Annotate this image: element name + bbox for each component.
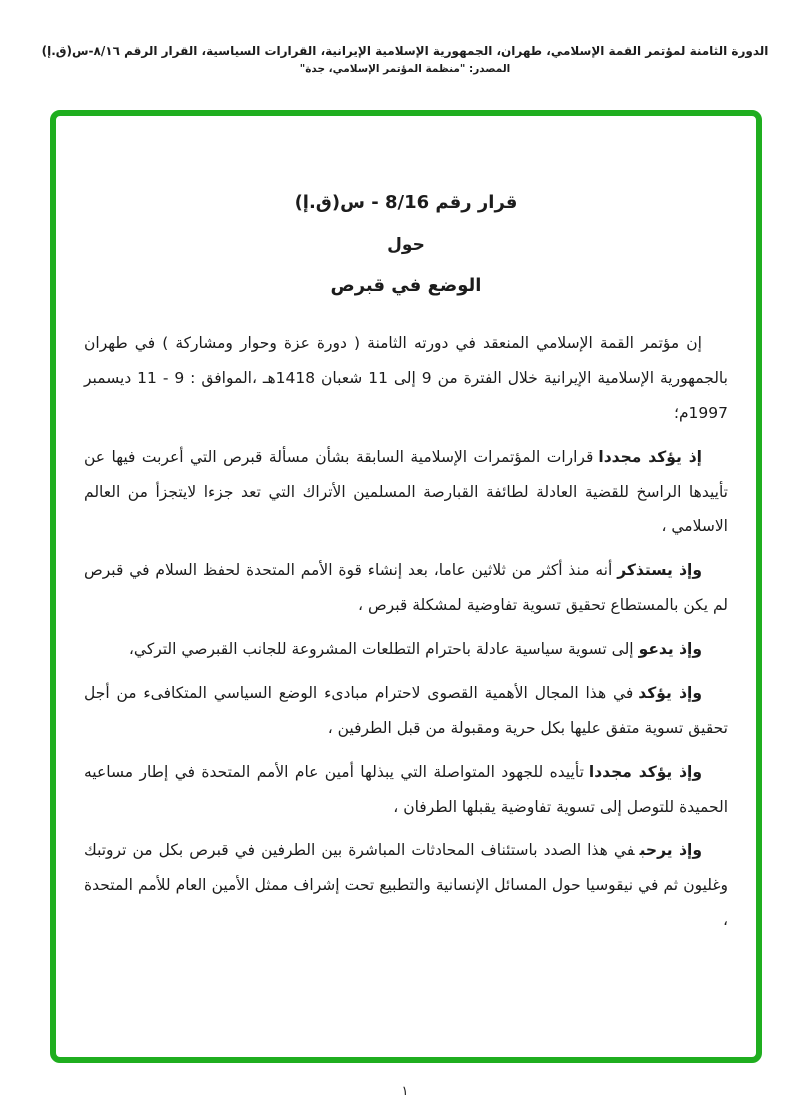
clause-lead: إذ يؤكد مجددا [598, 447, 702, 466]
clause-lead: وإذ يؤكد [638, 683, 702, 702]
clause-paragraph [84, 755, 728, 825]
clause-text: قرارات المؤتمرات الإسلامية السابقة بشأن مسألة قبرص التي أعربت فيها عن تأييدها الراسخ للقضية العادلة لطائفة القبارصة المسلمين الأتراك التي تعد جزءا لايتجزأ من العالم الاسلامي ، [84, 447, 728, 536]
clause-lead: وإذ يدعو [638, 640, 702, 658]
clause-paragraph [84, 440, 728, 545]
clause-lead: وإذ يرحب [639, 841, 703, 860]
clause-text: في هذا المجال الأهمية القصوى لاحترام مبادىء الوضع السياسي المتكافىء من أجل تحقيق تسوية متفق عليها بكل حرية ومقبولة من قبل الطرفين ، [84, 683, 728, 737]
clause-text: في هذا الصدد باستئناف المحادثات المباشرة بين الطرفين في قبرص بكل من تروتبك وغليون ثم في نيقوسيا حول المسائل الإنسانية والتطبيع تحت إشراف ممثل الأمين العام للأمم المتحدة ، [84, 841, 728, 930]
clause-text: تأييده للجهود المتواصلة التي يبذلها أمين عام الأمم المتحدة في إطار مساعيه الحميدة للتوصل إلى تسوية تفاوضية يقبلها الطرفان ، [84, 762, 728, 816]
resolution-subject: الوضع في قبرص [330, 275, 482, 296]
resolution-body [84, 326, 728, 938]
resolution-content [84, 168, 728, 947]
document-header [0, 44, 810, 75]
clause-paragraph [84, 833, 728, 938]
header-source-line: المصدر: "منظمة المؤتمر الإسلامي، جدة" [299, 63, 511, 75]
clause-text: أنه منذ أكثر من ثلاثين عاما، بعد إنشاء قوة الأمم المتحدة لحفظ السلام في قبرص لم يكن بالمستطاع تحقيق تسوية تفاوضية لمشكلة قبرص ، [84, 561, 728, 615]
resolution-title: قرار رقم 8/16 - س(ق.إ) [294, 192, 518, 213]
clause-lead: وإذ يستذكر [617, 561, 703, 580]
page-number: ١ [401, 1084, 409, 1099]
clause-paragraph [84, 553, 728, 623]
preamble-text: إن مؤتمر القمة الإسلامي المنعقد في دورته الثامنة ( دورة عزة وحوار ومشاركة ) في طهران بالجمهورية الإسلامية الإيرانية خلال الفترة من 9 إلى 11 شعبان 1418هـ ،الموافق : 9 - 11 ديسمبر 1997م؛ [84, 334, 728, 422]
preamble-paragraph [84, 326, 728, 431]
clause-text: إلى تسوية سياسية عادلة باحترام التطلعات المشروعة للجانب القبرصي التركي، [128, 640, 634, 658]
clause-paragraph [84, 676, 728, 746]
header-citation-line: الدورة الثامنة لمؤتمر القمة الإسلامي، طهران، الجمهورية الإسلامية الإيرانية، القرارات السياسية، القرار الرقم ٨/١٦-س(ق.إ) [41, 44, 769, 58]
clause-paragraph [84, 632, 728, 667]
clause-lead: وإذ يؤكد مجددا [588, 762, 702, 781]
resolution-about-label: حول [387, 235, 425, 255]
